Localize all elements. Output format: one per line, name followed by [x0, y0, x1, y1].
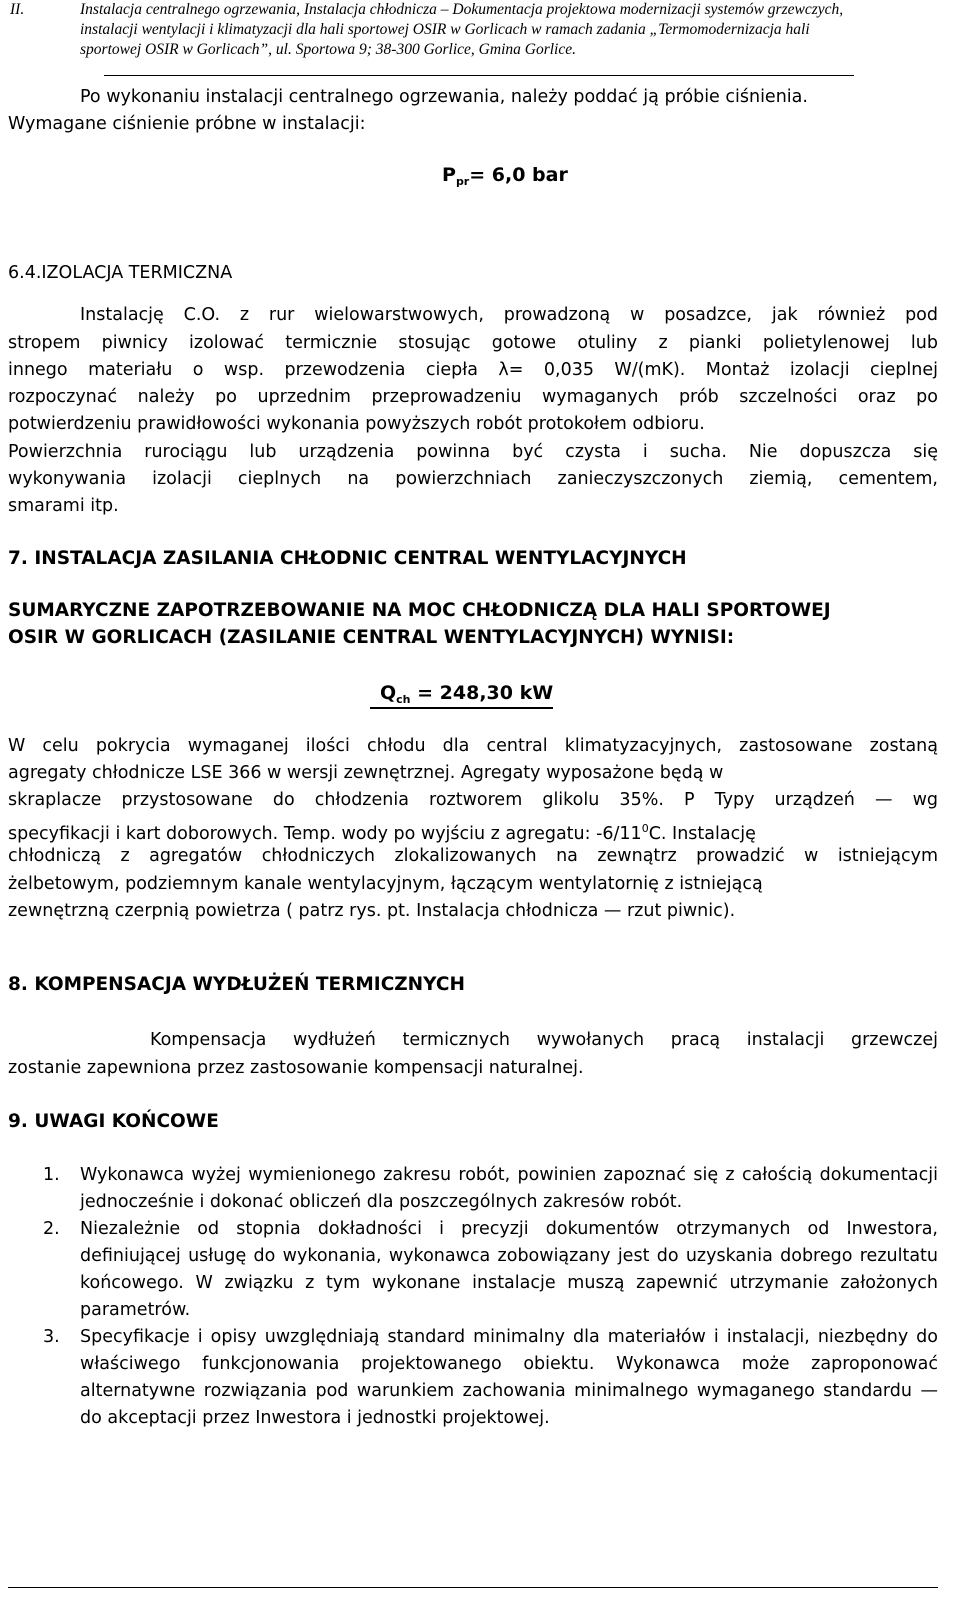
section-6-4-line-8: smarami itp. — [8, 496, 119, 516]
section-6-4-heading: 6.4.IZOLACJA TERMICZNA — [8, 263, 233, 283]
list-item-text: Niezależnie od stopnia dokładności i precyzji dokumentów otrzymanych od Inwestora, definiującej usługę do wykonania, wykonawca zobowiązany jest do uzyskania dobrego rezultatu końcowego. W związku z tym wykonane instalacje muszą zapewnić utrzymanie założonych parametrów. — [80, 1219, 938, 1320]
section-7-line-2: agregaty chłodnicze LSE 366 w wersji zewnętrznej. Agregaty wyposażone będą w — [8, 763, 724, 783]
section-7-line-6: żelbetowym, podziemnym kanale wentylacyjnym, łączącym wentylatornię z istniejącą — [8, 874, 763, 894]
list-item-number: 1. — [43, 1165, 60, 1185]
list-item-number: 3. — [43, 1327, 60, 1347]
section-6-4-line-4: rozpoczynać należy po uprzednim przeprowadzeniu wymaganych prób szczelności oraz po — [8, 387, 938, 407]
header-line-3: sportowej OSIR w Gorlicach”, ul. Sportowa 9; 38-300 Gorlice, Gmina Gorlice. — [80, 41, 576, 58]
section-7-line-4-tail: C. Instalację — [648, 823, 756, 844]
section-7-line-7: zewnętrzną czerpnią powietrza ( patrz rys. pt. Instalacja chłodnicza — rzut piwnic). — [8, 901, 736, 921]
header-divider — [104, 75, 854, 76]
header-line-2: instalacji wentylacji i klimatyzacji dla hali sportowej OSIR w Gorlicach w ramach zadania „Termomodernizacja hali — [80, 21, 810, 38]
list-item-number: 2. — [43, 1219, 60, 1239]
section-6-4-line-7: wykonywania izolacji cieplnych na powierzchniach zanieczyszczonych ziemią, cementem, — [8, 469, 938, 489]
section-6-4-line-3: innego materiału o wsp. przewodzenia ciepła λ= 0,035 W/(mK). Montaż izolacji cieplnej — [8, 360, 938, 380]
section-6-4-line-2: stropem piwnicy izolować termicznie stosując gotowe otuliny z pianki polietylenowej lub — [8, 333, 938, 353]
section-7-line-3: skraplacze przystosowane do chłodzenia roztworem glikolu 35%. P Typy urządzeń — wg — [8, 790, 938, 810]
pressure-subscript: pr — [455, 175, 470, 188]
cooling-power-value: = 248,30 kW — [417, 682, 554, 704]
section-9-heading: 9. UWAGI KOŃCOWE — [8, 1111, 219, 1132]
header-number: II. — [10, 1, 25, 18]
header-text-1: Instalacja centralnego ogrzewania, Instalacja chłodnicza – Dokumentacja projektowa modernizacji systemów grzewczych, — [80, 1, 844, 18]
section-7-line-5: chłodniczą z agregatów chłodniczych zlokalizowanych na zewnątrz prowadzić w istniejącym — [8, 846, 938, 866]
header-line-1 — [10, 0, 945, 20]
section-8-line-1: Kompensacja wydłużeń termicznych wywołanych pracą instalacji grzewczej — [150, 1030, 938, 1050]
section-6-4-line-1: Instalację C.O. z rur wielowarstwowych, prowadzoną w posadzce, jak również pod — [80, 305, 938, 325]
document-header — [10, 0, 945, 60]
pressure-symbol: P — [442, 164, 456, 186]
list-item — [8, 1162, 938, 1216]
section-7-summary-line-1: SUMARYCZNE ZAPOTRZEBOWANIE NA MOC CHŁODNICZĄ DLA HALI SPORTOWEJ — [8, 600, 831, 621]
section-7-summary-line-2: OSIR W GORLICACH (ZASILANIE CENTRAL WENTYLACYJNYCH) WYNISI: — [8, 627, 735, 648]
section-8-line-2: zostanie zapewniona przez zastosowanie kompensacji naturalnej. — [8, 1058, 584, 1078]
pressure-value: = 6,0 bar — [469, 164, 568, 186]
section-7-line-4-text: specyfikacji i kart doborowych. Temp. wody po wyjściu z agregatu: -6/11 — [8, 823, 642, 844]
section-7-heading: 7. INSTALACJA ZASILANIA CHŁODNIC CENTRAL WENTYLACYJNYCH — [8, 548, 687, 569]
cooling-power-formula — [370, 682, 553, 709]
cooling-power-symbol: Q — [380, 682, 397, 704]
list-item-text: Wykonawca wyżej wymienionego zakresu robót, powinien zapoznać się z całością dokumentacji jednocześnie i dokonać obliczeń dla poszczególnych zakresów robót. — [80, 1165, 938, 1212]
pressure-formula — [442, 164, 568, 188]
section-6-4-line-5: potwierdzeniu prawidłowości wykonania powyższych robót protokołem odbioru. — [8, 414, 705, 434]
pressure-line-2: Wymagane ciśnienie próbne w instalacji: — [8, 114, 366, 134]
pressure-line-1: Po wykonaniu instalacji centralnego ogrzewania, należy poddać ją próbie ciśnienia. — [80, 87, 808, 107]
section-8-heading: 8. KOMPENSACJA WYDŁUŻEŃ TERMICZNYCH — [8, 974, 465, 995]
cooling-power-subscript: ch — [396, 693, 411, 706]
temperature-superscript: 0 — [641, 822, 649, 835]
final-remarks-list — [8, 1162, 938, 1432]
list-item — [8, 1324, 938, 1432]
section-6-4-line-6: Powierzchnia rurociągu lub urządzenia powinna być czysta i sucha. Nie dopuszcza się — [8, 442, 938, 462]
list-item — [8, 1216, 938, 1324]
footer-divider — [8, 1587, 938, 1588]
list-item-text: Specyfikacje i opisy uwzględniają standard minimalny dla materiałów i instalacji, niezbędny do właściwego funkcjonowania projektowanego obiektu. Wykonawca może zaproponować alternatywne rozwiązania pod warunkiem zachowania minimalnego wymaganego standardu — do akceptacji przez Inwestora i jednostki projektowej. — [80, 1327, 938, 1428]
section-7-line-1: W celu pokrycia wymaganej ilości chłodu dla central klimatyzacyjnych, zastosowane zostaną — [8, 736, 938, 756]
